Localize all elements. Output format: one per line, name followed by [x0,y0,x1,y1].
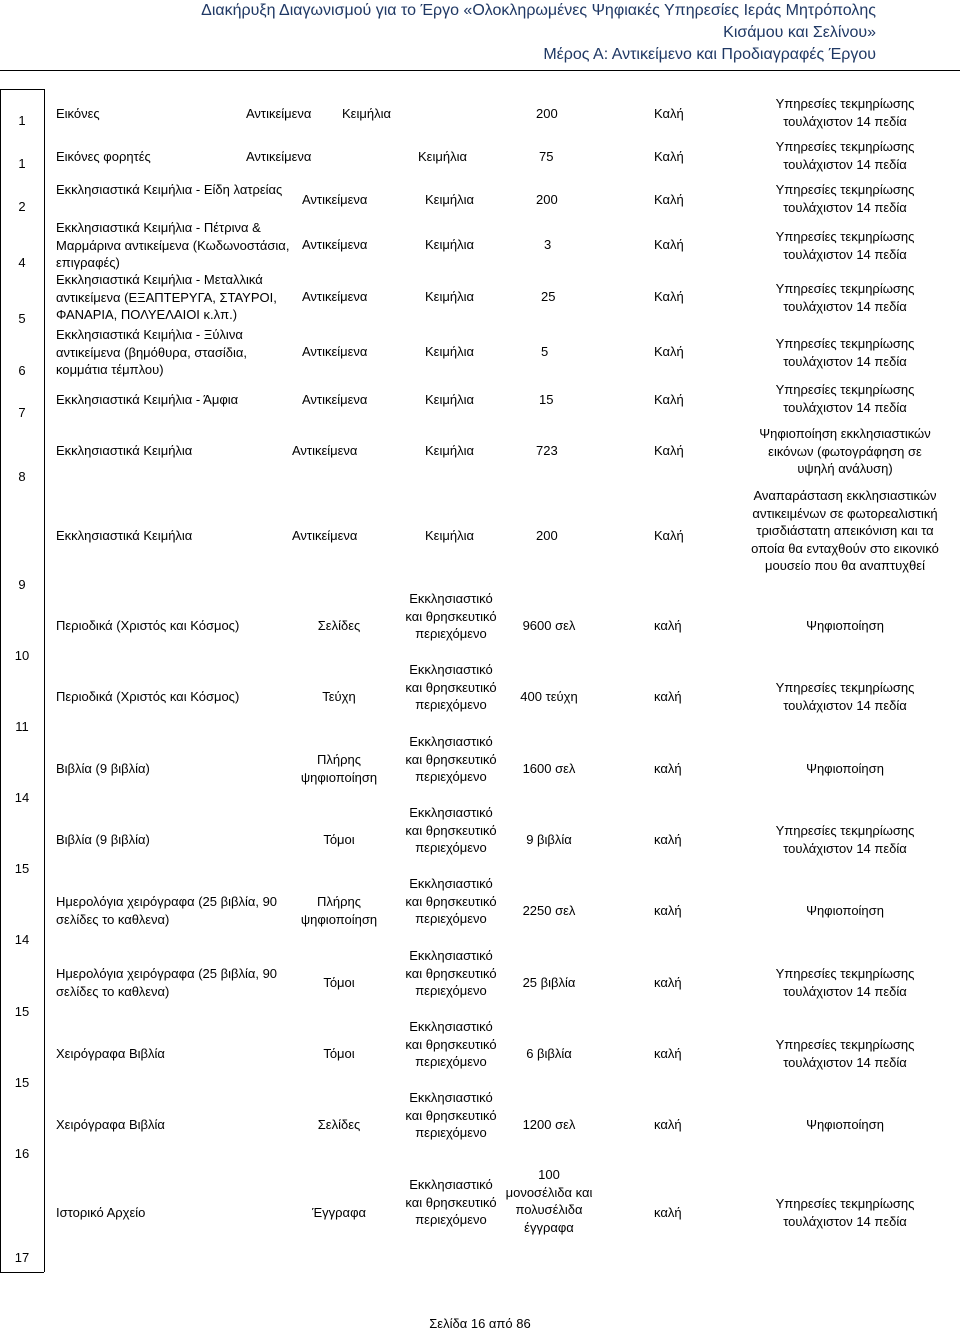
item-type: Κειμήλια [418,149,467,164]
item-category: Αντικείμενα [246,149,312,164]
item-category: Αντικείμενα [302,237,368,252]
item-quantity: 5 [541,344,549,359]
item-name: Εικόνες φορητές [56,149,151,164]
table-row [44,326,960,378]
item-quantity: 3 [544,237,552,252]
item-quality: καλή [654,1046,682,1061]
item-name: Χειρόγραφα Βιβλία [56,1046,165,1061]
item-name: Εικόνες [56,106,100,121]
index-number: 9 [18,577,26,592]
header-title-line-1: Διακήρυξη Διαγωνισμού για το Έργο «Ολοκληρωμένες Ψηφιακές Υπηρεσίες Ιεράς Μητρόπολης [201,2,876,19]
item-unit: Τόμοι [323,975,355,990]
item-service: Υπηρεσίες τεκμηρίωσης τουλάχιστον 14 πεδία [775,96,915,129]
item-quantity: 15 [539,392,554,407]
item-name: Εκκλησιαστικά Κειμήλια - Ξύλινα αντικείμενα (βημόθυρα, στασίδια, κομμάτια τέμπλου) [56,327,248,377]
item-type: Κειμήλια [425,344,474,359]
page-number: Σελίδα 16 από 86 [429,1316,531,1331]
index-number: 4 [18,255,26,270]
table-row [44,661,960,731]
header-title-line-2: Κισάμου και Σελίνου» [723,24,876,41]
item-unit: Τεύχη [322,689,356,704]
item-name: Εκκλησιαστικά Κειμήλια - Άμφια [56,392,239,407]
item-service: Υπηρεσίες τεκμηρίωσης τουλάχιστον 14 πεδία [775,1196,915,1229]
item-service: Υπηρεσίες τεκμηρίωσης τουλάχιστον 14 πεδία [775,382,915,415]
index-number: 6 [18,363,26,378]
item-volume: 25 βιβλία [522,975,576,990]
item-name: Ιστορικό Αρχείο [56,1205,146,1220]
item-quantity: 200 [536,528,558,543]
table-row [44,138,960,173]
item-name: Περιοδικά (Χριστός και Κόσμος) [56,618,240,633]
index-top-border [0,89,44,90]
item-volume: 1600 σελ [522,761,576,776]
item-category: Αντικείμενα [302,344,368,359]
item-service: Υπηρεσίες τεκμηρίωσης τουλάχιστον 14 πεδία [775,139,915,172]
table-row [44,219,960,271]
item-service: Υπηρεσίες τεκμηρίωσης τουλάχιστον 14 πεδία [775,1037,915,1070]
item-name: Εκκλησιαστικά Κειμήλια - Είδη λατρείας [56,182,283,197]
table-row [44,1089,960,1159]
item-unit: Σελίδες [317,618,361,633]
table-row [44,381,960,416]
index-number: 16 [14,1146,30,1161]
item-service: Ψηφιοποίηση εκκλησιαστικών εικόνων (φωτογράφηση σε υψηλή ανάλυση) [759,426,931,476]
item-quality: καλή [654,689,682,704]
item-unit: Έγγραφα [311,1205,367,1220]
item-quantity: 75 [539,149,554,164]
item-unit: Τόμοι [323,832,355,847]
item-type: Κειμήλια [425,289,474,304]
item-quantity: 723 [536,443,558,458]
item-quality: Καλή [654,392,684,407]
item-unit: Σελίδες [317,1117,361,1132]
table-row [44,181,960,216]
item-name: Βιβλία (9 βιβλία) [56,761,150,776]
item-volume: 9600 σελ [522,618,576,633]
item-content: Εκκλησιαστικό και θρησκευτικό περιεχόμενο [405,948,497,998]
item-service: Υπηρεσίες τεκμηρίωσης τουλάχιστον 14 πεδία [775,182,915,215]
item-content: Εκκλησιαστικό και θρησκευτικό περιεχόμενο [405,1090,497,1140]
item-content: Εκκλησιαστικό και θρησκευτικό περιεχόμενο [405,662,497,712]
item-type: Κειμήλια [425,237,474,252]
index-number: 15 [14,1004,30,1019]
header-rule [0,70,960,71]
item-service: Αναπαράσταση εκκλησιαστικών αντικειμένων σε φωτορεαλιστική τρισδιάστατη απεικόνιση και τα οποία θα ενταχθούν στο εικονικό μουσείο που θα αναπτυχθεί [751,488,939,573]
index-number: 14 [14,790,30,805]
item-type: Κειμήλια [342,106,391,121]
index-number: 14 [14,932,30,947]
item-service: Ψηφιοποίηση [806,903,884,918]
item-name: Εκκλησιαστικά Κειμήλια [56,443,193,458]
item-quality: καλή [654,618,682,633]
item-category: Αντικείμενα [302,192,368,207]
item-service: Υπηρεσίες τεκμηρίωσης τουλάχιστον 14 πεδία [775,281,915,314]
item-quality: καλή [654,1117,682,1132]
item-volume: 2250 σελ [522,903,576,918]
item-service: Υπηρεσίες τεκμηρίωσης τουλάχιστον 14 πεδία [775,229,915,262]
item-service: Υπηρεσίες τεκμηρίωσης τουλάχιστον 14 πεδία [775,966,915,999]
item-type: Κειμήλια [425,192,474,207]
item-content: Εκκλησιαστικό και θρησκευτικό περιεχόμενο [405,805,497,855]
item-volume: 9 βιβλία [526,832,572,847]
item-name: Ημερολόγια χειρόγραφα (25 βιβλία, 90 σελίδες το καθλενα) [56,966,278,999]
item-volume: 400 τεύχη [520,689,578,704]
item-name: Χειρόγραφα Βιβλία [56,1117,165,1132]
item-unit: Τόμοι [323,1046,355,1061]
item-name: Εκκλησιαστικά Κειμήλια [56,528,193,543]
item-service: Ψηφιοποίηση [806,618,884,633]
item-quality: Καλή [654,192,684,207]
header-subtitle: Μέρος Α: Αντικείμενο και Προδιαγραφές Έργου [543,46,876,63]
index-number: 8 [18,469,26,484]
item-quality: Καλή [654,237,684,252]
item-quality: Καλή [654,443,684,458]
item-quality: καλή [654,975,682,990]
item-quality: Καλή [654,289,684,304]
item-content: Εκκλησιαστικό και θρησκευτικό περιεχόμενο [405,734,497,784]
table-row [44,804,960,874]
index-number: 10 [14,648,30,663]
table-row [44,95,960,130]
item-name: Βιβλία (9 βιβλία) [56,832,150,847]
item-quality: Καλή [654,106,684,121]
table-row [44,1018,960,1088]
item-category: Αντικείμενα [246,106,312,121]
table-row [44,271,960,323]
table-row [44,947,960,1017]
item-service: Υπηρεσίες τεκμηρίωσης τουλάχιστον 14 πεδία [775,823,915,856]
index-number: 7 [18,405,26,420]
table-row [44,487,960,587]
item-quality: καλή [654,903,682,918]
item-quality: καλή [654,761,682,776]
item-service: Ψηφιοποίηση [806,761,884,776]
index-number: 15 [14,1075,30,1090]
table-row [44,425,960,485]
item-service: Υπηρεσίες τεκμηρίωσης τουλάχιστον 14 πεδία [775,680,915,713]
item-name: Ημερολόγια χειρόγραφα (25 βιβλία, 90 σελίδες το καθλενα) [56,894,278,927]
index-number: 5 [18,311,26,326]
item-content: Εκκλησιαστικό και θρησκευτικό περιεχόμενο [405,1019,497,1069]
index-bottom-border [0,1272,44,1273]
index-number: 2 [18,199,26,214]
item-category: Αντικείμενα [302,392,368,407]
item-type: Κειμήλια [425,392,474,407]
item-quantity: 200 [536,192,558,207]
table-row [44,875,960,945]
item-quality: καλή [654,832,682,847]
item-name: Εκκλησιαστικά Κειμήλια - Μεταλλικά αντικείμενα (ΕΞΑΠΤΕΡΥΓΑ, ΣΤΑΥΡΟΙ, ΦΑΝΑΡΙΑ, ΠΟΛΥΕΛΑΙΟΙ κ.λπ.) [56,272,277,322]
item-category: Αντικείμενα [302,289,368,304]
item-content: Εκκλησιαστικό και θρησκευτικό περιεχόμενο [405,591,497,641]
item-quality: καλή [654,1205,682,1220]
item-volume: 1200 σελ [522,1117,576,1132]
index-number: 11 [15,719,29,734]
index-number: 1 [18,113,26,128]
item-quality: Καλή [654,344,684,359]
item-quality: Καλή [654,528,684,543]
table-row [44,590,960,660]
item-type: Κειμήλια [425,443,474,458]
item-content: Εκκλησιαστικό και θρησκευτικό περιεχόμενο [405,876,497,926]
item-unit: Πλήρης ψηφιοποίηση [300,752,378,785]
table-row [44,1166,960,1266]
item-content: Εκκλησιαστικό και θρησκευτικό περιεχόμενο [405,1177,497,1227]
item-name: Εκκλησιαστικά Κειμήλια - Πέτρινα & Μαρμάρινα αντικείμενα (Κωδωνοστάσια, επιγραφές) [56,220,290,270]
item-quantity: 25 [541,289,556,304]
item-volume: 100 μονοσέλιδα και πολυσέλιδα έγγραφα [505,1167,593,1235]
index-number: 17 [14,1250,30,1265]
index-number: 15 [14,861,30,876]
index-number: 1 [18,156,26,171]
item-quantity: 200 [536,106,558,121]
item-unit: Πλήρης ψηφιοποίηση [300,894,378,927]
item-category: Αντικείμενα [292,443,358,458]
document-header [16,0,876,66]
item-volume: 6 βιβλία [526,1046,572,1061]
item-service: Υπηρεσίες τεκμηρίωσης τουλάχιστον 14 πεδία [775,336,915,369]
item-type: Κειμήλια [425,528,474,543]
item-category: Αντικείμενα [292,528,358,543]
item-name: Περιοδικά (Χριστός και Κόσμος) [56,689,240,704]
table-row [44,733,960,803]
item-service: Ψηφιοποίηση [806,1117,884,1132]
item-quality: Καλή [654,149,684,164]
